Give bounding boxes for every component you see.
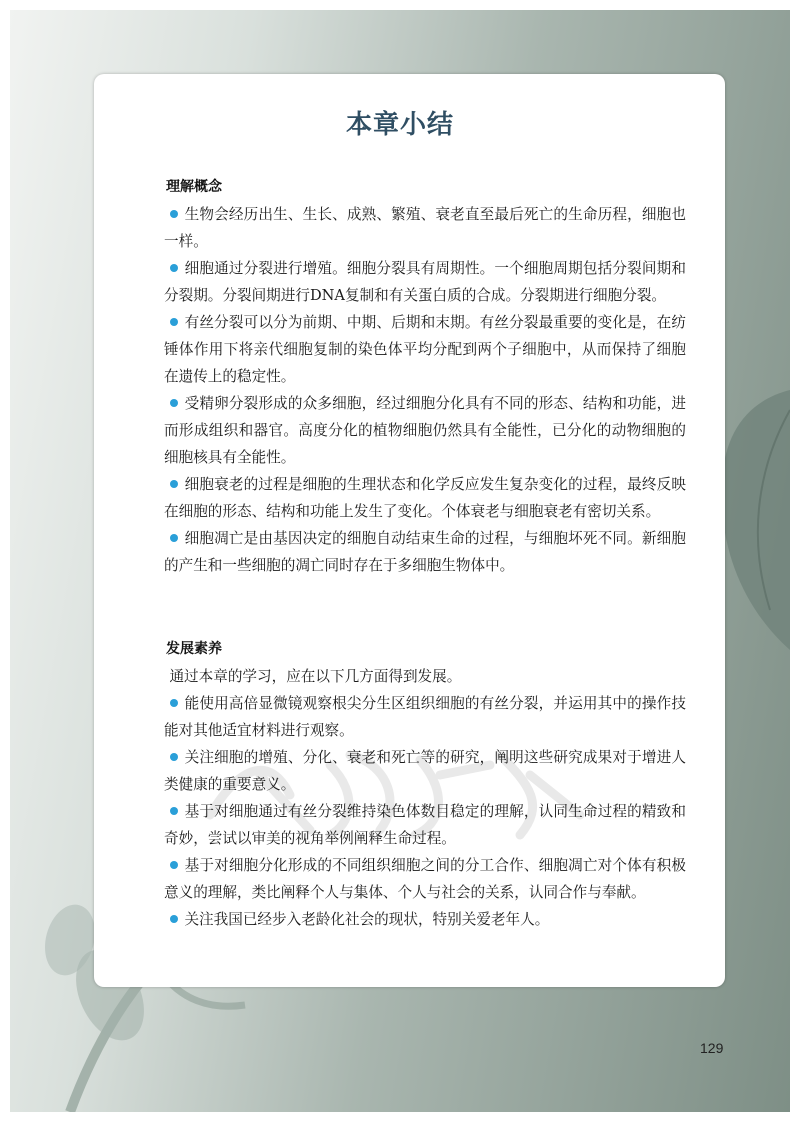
bullet-icon [170,318,178,326]
list-item [164,471,686,525]
list-item-text: 生物会经历出生、生长、成熟、繁殖、衰老直至最后死亡的生命历程，细胞也一样。 [164,206,686,250]
list-item-text: 基于对细胞分化形成的不同组织细胞之间的分工合作、细胞凋亡对个体有积极意义的理解，类比阐释个人与集体、个人与社会的关系，认同合作与奉献。 [164,857,686,901]
bullet-icon [170,210,178,218]
list-item-text: 能使用高倍显微镜观察根尖分生区组织细胞的有丝分裂，并运用其中的操作技能对其他适宜材料进行观察。 [164,695,686,739]
list-item-text: 受精卵分裂形成的众多细胞，经过细胞分化具有不同的形态、结构和功能，进而形成组织和器官。高度分化的植物细胞仍然具有全能性，已分化的动物细胞的细胞核具有全能性。 [164,395,686,466]
list-item [164,798,686,852]
list-item-text: 基于对细胞通过有丝分裂维持染色体数目稳定的理解，认同生命过程的精致和奇妙，尝试以审美的视角举例阐释生命过程。 [164,803,686,847]
list-item [164,525,686,579]
bullet-icon [170,264,178,272]
page-number: 129 [700,1040,724,1056]
list-item [164,906,686,933]
section-heading: 发展素养 [166,641,222,657]
section-heading: 理解概念 [166,179,222,195]
bullet-icon [170,699,178,707]
bullet-icon [170,480,178,488]
list-item [164,309,686,390]
bullet-icon [170,399,178,407]
list-item-text: 细胞衰老的过程是细胞的生理状态和化学反应发生复杂变化的过程，最终反映在细胞的形态、结构和功能上发生了变化。个体衰老与细胞衰老有密切关系。 [164,476,686,520]
bullet-icon [170,753,178,761]
list-item-text: 关注我国已经步入老龄化社会的现状，特别关爱老年人。 [184,911,550,928]
list-item-text: 有丝分裂可以分为前期、中期、后期和末期。有丝分裂最重要的变化是，在纺锤体作用下将亲代细胞复制的染色体平均分配到两个子细胞中，从而保持了细胞在遗传上的稳定性。 [164,314,686,385]
section-intro: 通过本章的学习，应在以下几方面得到发展。 [169,668,462,685]
chapter-title: 本章小结 [345,110,454,140]
list-item [164,690,686,744]
bullet-icon [170,861,178,869]
section-developing-literacy [166,639,686,933]
list-item [164,390,686,471]
list-item-text: 细胞凋亡是由基因决定的细胞自动结束生命的过程，与细胞坏死不同。新细胞的产生和一些细胞的凋亡同时存在于多细胞生物体中。 [164,530,686,574]
list-item [164,201,686,255]
bullet-icon [170,534,178,542]
bullet-icon [170,807,178,815]
section-understanding-concepts [166,177,686,579]
list-item-text: 关注细胞的增殖、分化、衰老和死亡等的研究，阐明这些研究成果对于增进人类健康的重要意义。 [164,749,686,793]
list-item [164,255,686,309]
list-item [164,852,686,906]
list-item [164,744,686,798]
bullet-icon [170,915,178,923]
list-item-text: 细胞通过分裂进行增殖。细胞分裂具有周期性。一个细胞周期包括分裂间期和分裂期。分裂间期进行DNA复制和有关蛋白质的合成。分裂期进行细胞分裂。 [164,260,686,304]
